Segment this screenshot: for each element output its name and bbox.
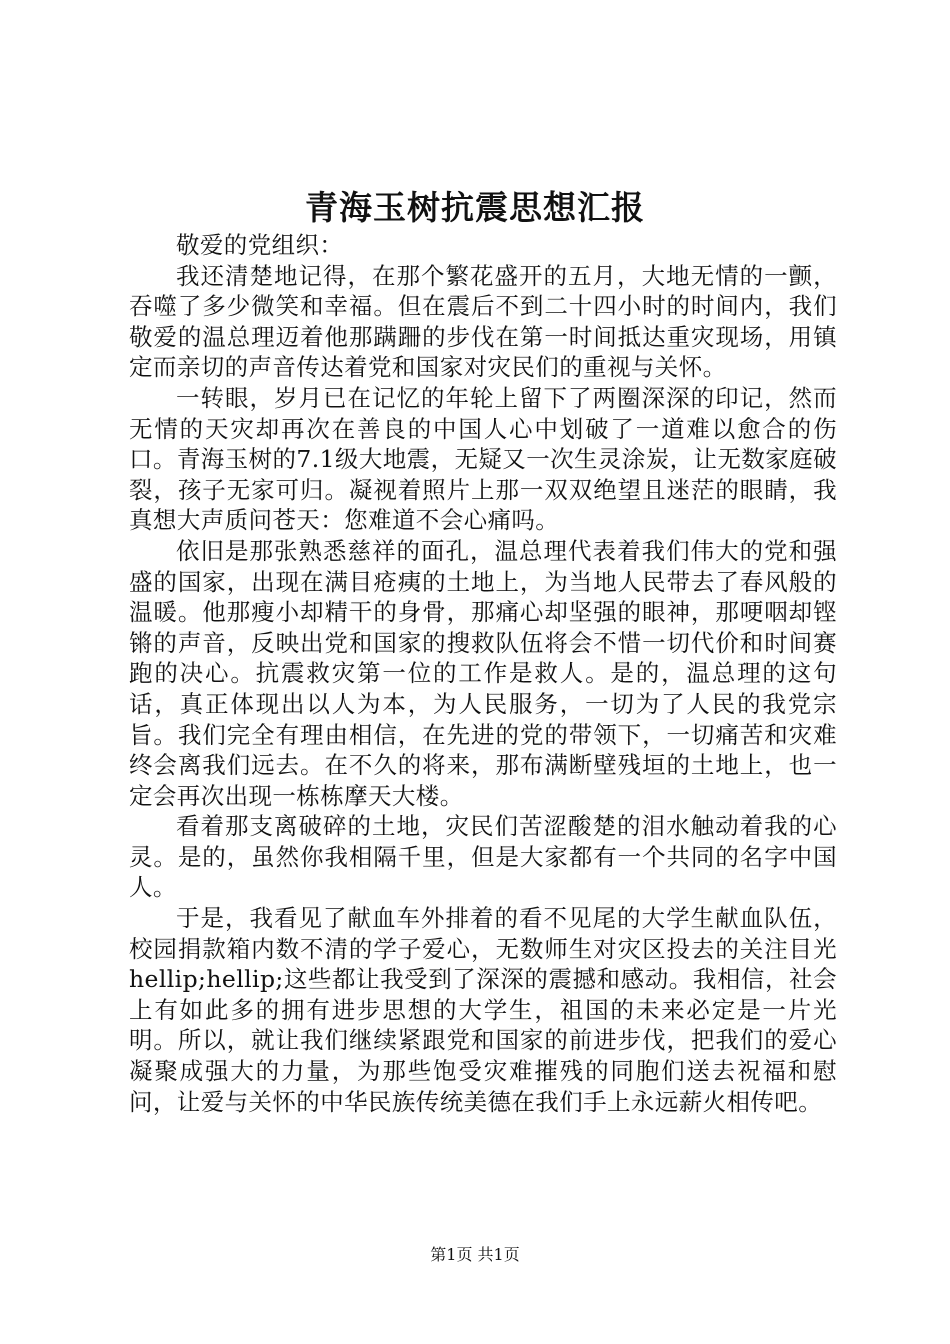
salutation: 敬爱的党组织： [176,231,344,259]
document-title: 青海玉树抗震思想汇报 [305,188,645,227]
paragraph-1: 我还清楚地记得，在那个繁花盛开的五月，大地无情的一颤，吞噬了多少微笑和幸福。但在震后不到二十四小时的时间内，我们敬爱的温总理迈着他那蹒跚的步伐在第一时间抵达重灾现场，用镇定而亲切的声音传达着党和国家对灾民们的重视与关怀。 [129,261,837,382]
paragraph-4: 看着那支离破碎的土地，灾民们苦涩酸楚的泪水触动着我的心灵。是的，虽然你我相隔千里，但是大家都有一个共同的名字中国人。 [129,812,837,902]
document-body [129,230,837,1117]
page-footer: 第1页 共1页 [430,1245,520,1264]
paragraph-5: 于是，我看见了献血车外排着的看不见尾的大学生献血队伍，校园捐款箱内数不清的学子爱心，无数师生对灾区投去的关注目光hellip;hellip;这些都让我受到了深深的震撼和感动。我相信，社会上有如此多的拥有进步思想的大学生，祖国的未来必定是一片光明。所以，就让我们继续紧跟党和国家的前进步伐，把我们的爱心凝聚成强大的力量，为那些饱受灾难摧残的同胞们送去祝福和慰问，让爱与关怀的中华民族传统美德在我们手上永远薪火相传吧。 [129,904,837,1116]
paragraph-2: 一转眼，岁月已在记忆的年轮上留下了两圈深深的印记，然而无情的天灾却再次在善良的中国人心中划破了一道难以愈合的伤口。青海玉树的7.1级大地震，无疑又一次生灵涂炭，让无数家庭破裂，孩子无家可归。凝视着照片上那一双双绝望且迷茫的眼睛，我真想大声质问苍天：您难道不会心痛吗。 [129,383,837,535]
paragraph-3: 依旧是那张熟悉慈祥的面孔，温总理代表着我们伟大的党和强盛的国家，出现在满目疮痍的土地上，为当地人民带去了春风般的温暖。他那瘦小却精干的身骨，那痛心却坚强的眼神，那哽咽却铿锵的声音，反映出党和国家的搜救队伍将会不惜一切代价和时间赛跑的决心。抗震救灾第一位的工作是救人。是的，温总理的这句话，真正体现出以人为本，为人民服务，一切为了人民的我党宗旨。我们完全有理由相信，在先进的党的带领下，一切痛苦和灾难终会离我们远去。在不久的将来，那布满断壁残垣的土地上，也一定会再次出现一栋栋摩天大楼。 [129,536,837,810]
